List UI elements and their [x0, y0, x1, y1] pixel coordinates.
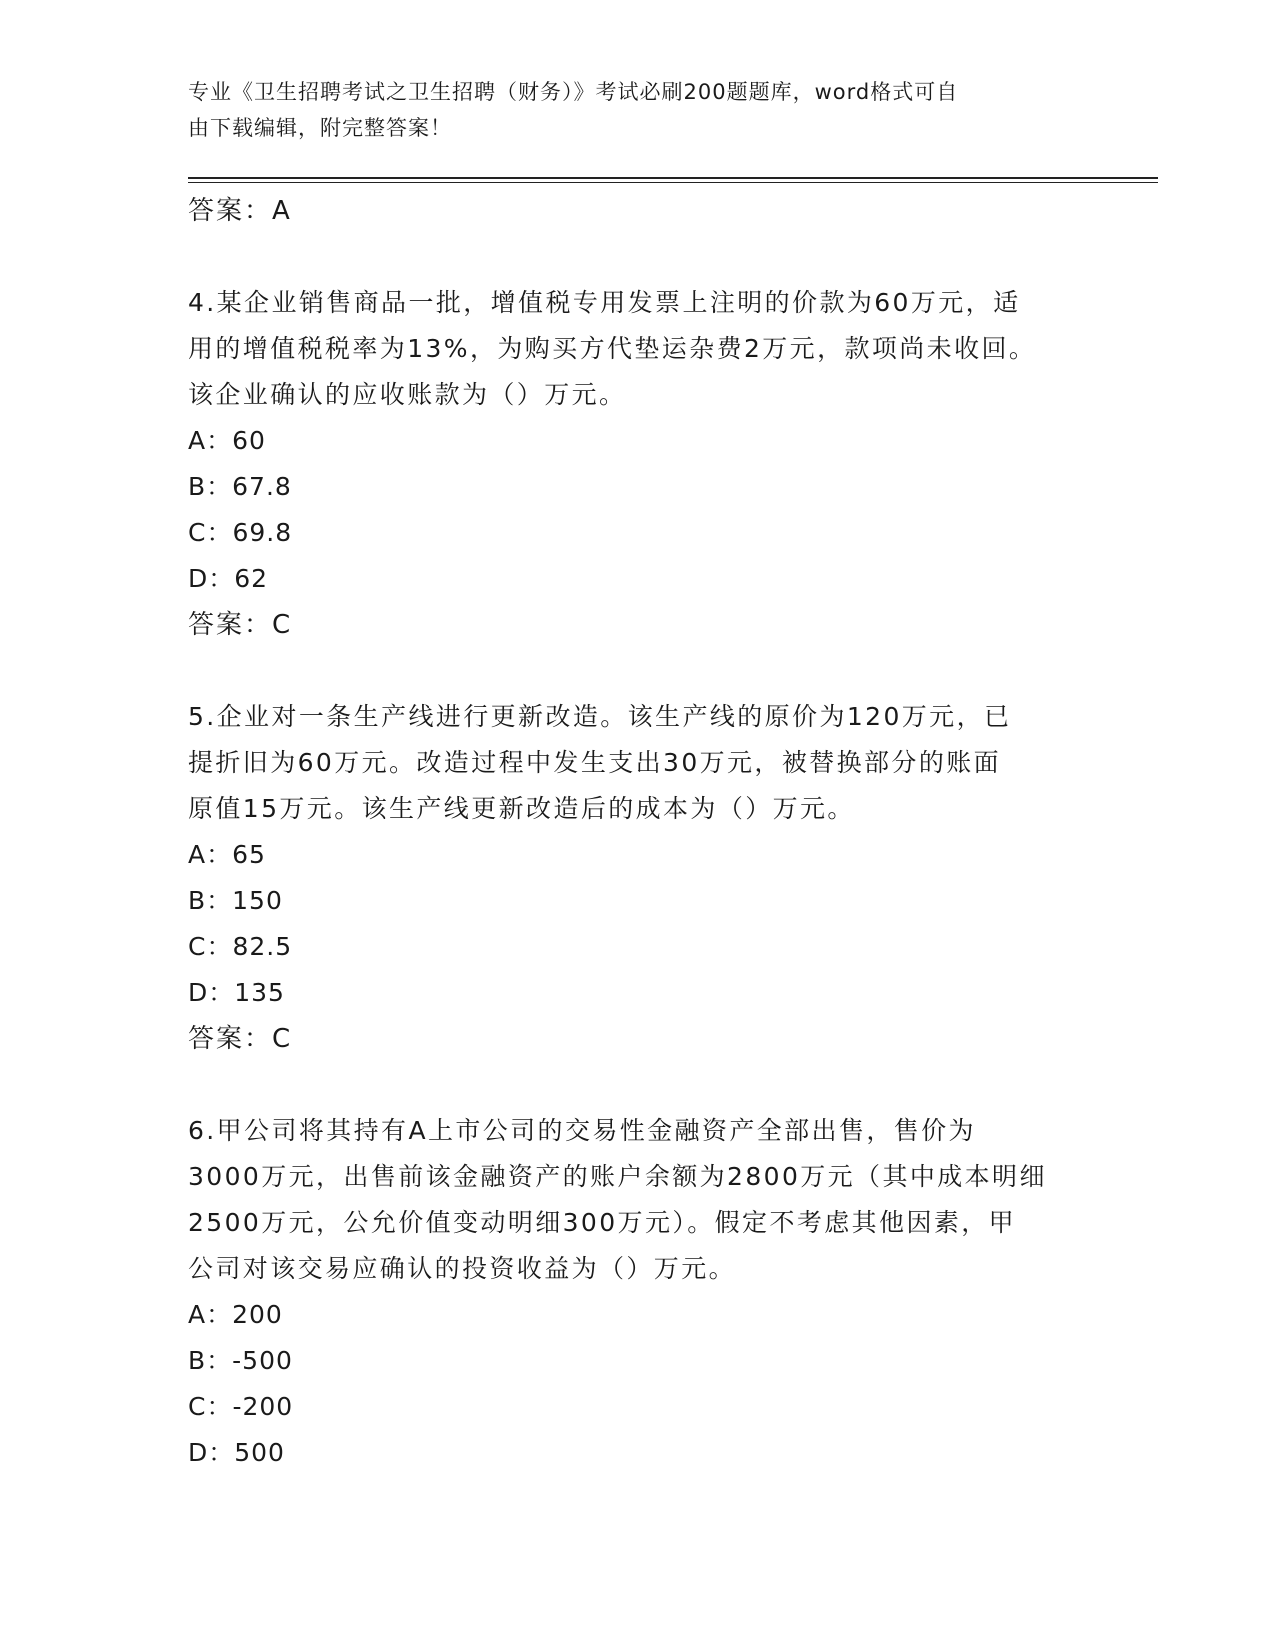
- page-header: [188, 74, 1068, 146]
- question-line: 4.某企业销售商品一批，增值税专用发票上注明的价款为60万元，适: [188, 288, 1021, 317]
- question-6-option-d: D：500: [188, 1438, 285, 1467]
- question-4-text: [188, 280, 1088, 418]
- header-title-line-2: 由下载编辑，附完整答案！: [188, 116, 452, 140]
- previous-answer: 答案：A: [188, 196, 292, 226]
- question-line: 5.企业对一条生产线进行更新改造。该生产线的原价为120万元，已: [188, 702, 1012, 731]
- spacer: [188, 234, 1088, 280]
- question-4-answer: 答案：C: [188, 610, 293, 640]
- question-5-option-a: A：65: [188, 840, 266, 869]
- question-4-option-d: D：62: [188, 564, 269, 593]
- question-6-text: [188, 1108, 1088, 1292]
- question-line: 3000万元，出售前该金融资产的账户余额为2800万元（其中成本明细: [188, 1162, 1047, 1191]
- question-line: 2500万元，公允价值变动明细300万元）。假定不考虑其他因素，甲: [188, 1208, 1017, 1237]
- question-6-option-a: A：200: [188, 1300, 283, 1329]
- question-6: [188, 1108, 1088, 1476]
- question-4-option-a: A：60: [188, 426, 266, 455]
- question-5-text: [188, 694, 1088, 832]
- question-4-option-b: B：67.8: [188, 472, 292, 501]
- question-5: [188, 694, 1088, 1062]
- question-6-option-c: C：-200: [188, 1392, 294, 1421]
- question-list: [188, 188, 1088, 1476]
- question-line: 6.甲公司将其持有A上市公司的交易性金融资产全部出售，售价为: [188, 1116, 976, 1145]
- header-divider-thick: [188, 177, 1158, 179]
- question-line: 公司对该交易应确认的投资收益为（）万元。: [188, 1254, 737, 1283]
- question-6-option-b: B：-500: [188, 1346, 293, 1375]
- spacer: [188, 648, 1088, 694]
- question-line: 提折旧为60万元。改造过程中发生支出30万元，被替换部分的账面: [188, 748, 1002, 777]
- spacer: [188, 1062, 1088, 1108]
- question-5-option-b: B：150: [188, 886, 283, 915]
- question-4-option-c: C：69.8: [188, 518, 293, 547]
- question-5-option-d: D：135: [188, 978, 285, 1007]
- header-title-line-1: 专业《卫生招聘考试之卫生招聘（财务）》考试必刷200题题库，word格式可自: [188, 80, 959, 104]
- question-line: 原值15万元。该生产线更新改造后的成本为（）万元。: [188, 794, 855, 823]
- question-4: [188, 280, 1088, 648]
- header-divider-thin: [188, 182, 1158, 183]
- question-line: 该企业确认的应收账款为（）万元。: [188, 380, 627, 409]
- question-line: 用的增值税税率为13%，为购买方代垫运杂费2万元，款项尚未收回。: [188, 334, 1037, 363]
- question-5-option-c: C：82.5: [188, 932, 293, 961]
- question-5-answer: 答案：C: [188, 1024, 293, 1054]
